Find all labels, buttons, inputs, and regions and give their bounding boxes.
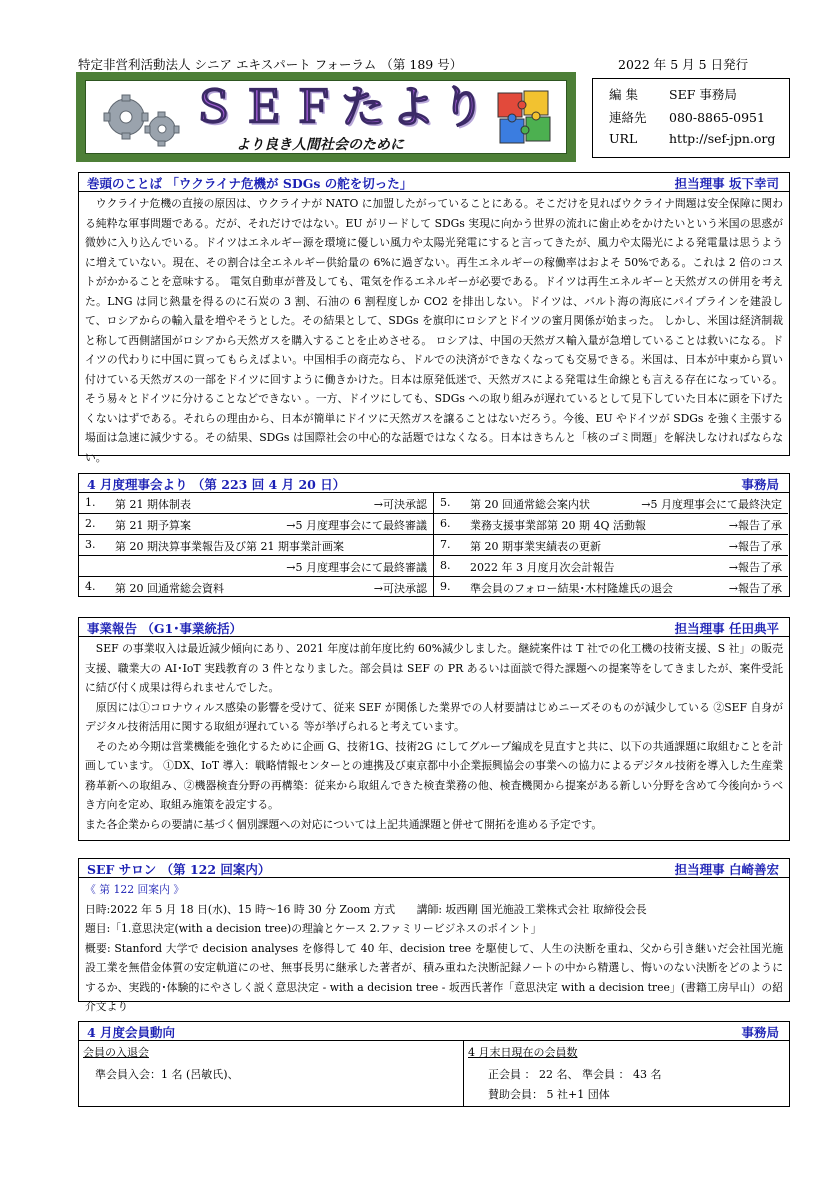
- table-row: [79, 577, 433, 597]
- item-title: 業務支援事業部第 20 期 4Q 活動報: [470, 519, 646, 532]
- section-body: [79, 192, 789, 467]
- member-count-heading: 4 月末日現在の会員数: [468, 1046, 578, 1059]
- body-paragraph: SEF の事業収入は最近減少傾向にあり、2021 年度は前年度比約 60%減少しました。継続案件は T 社での化工機の技術支援、S 社」の販売支援、職業大の AI･IoT 実践教育の 3 件となりました。部会員は SEF の PR あるいは面談で得た課題への提案等をしてきましたが、案件受託に結び付く成果は得られませんでした。: [85, 642, 783, 694]
- member-join-leave: [79, 1041, 464, 1106]
- section-header: [79, 474, 789, 493]
- item-number: 8.: [440, 559, 451, 572]
- supporting-member-line: 賛助会員： 5 社+1 団体: [488, 1088, 610, 1101]
- puzzle-icon: [494, 87, 554, 149]
- contact-value: 080-8865-0951: [669, 110, 765, 125]
- newsletter-subtitle: より良き人間社会のために: [236, 137, 404, 153]
- body-paragraph: また各企業からの要請に基づく個別課題への対応については上記共通課題と併せて開拓を進める予定です。: [85, 817, 603, 831]
- organization-line: 特定非営利活動法人 シニア エキスパート フォーラム （第 189 号）: [78, 57, 463, 72]
- table-row: [434, 514, 788, 535]
- section-title: 巻頭のことば 「ウクライナ危機が SDGs の舵を切った」: [87, 176, 413, 191]
- table-row: [434, 535, 788, 556]
- contact-key: 連絡先: [609, 110, 647, 125]
- member-table: [79, 1041, 789, 1106]
- section-header: [79, 1022, 789, 1041]
- table-row: [79, 556, 433, 577]
- table-row: [79, 493, 433, 514]
- item-number: 5.: [440, 496, 451, 509]
- member-join-line: 準会員入会：1 名 (呂敏氏)、: [95, 1068, 239, 1081]
- item-result: →5 月度理事会にて最終審議: [286, 561, 427, 574]
- url-link[interactable]: http://sef-jpn.org: [669, 131, 776, 146]
- member-count-line: 正会員 ： 22 名、 準会員 ： 43 名: [488, 1068, 662, 1081]
- item-result: →可決承認: [373, 498, 427, 511]
- editor-info-box: [592, 78, 790, 158]
- item-result: →可決承認: [373, 582, 427, 595]
- section-header: [79, 618, 789, 637]
- item-title: 第 20 期決算事業報告及び第 21 期事業計画案: [115, 540, 344, 553]
- item-number: 2.: [85, 517, 96, 530]
- board-right-column: [434, 493, 788, 597]
- body-paragraph: ウクライナ危機の直接の原因は、ウクライナが NATO に加盟したがっていることにある。そこだけを見ればウクライナ問題は安全保障に関わる純粋な軍事問題である。だが、それだけではない。EU がリードして SDGs 実現に向かう世界の流れに歯止めをかけたいという米国の思惑が微妙に入り込んでいる。ドイツはエネルギー源を環境に優しい風力や太陽光発電にすると言ってきたが、風力や太陽光による発電量は思うように増えていない。現在、その割合は全エネルギー供給量の 6%に過ぎない。再生エネルギーの稼働率はおよそ 50%である。これは 2 倍のコストがかかることを意味する。 電気自動車が普及しても、電気を作るエネルギーが必要である。ドイツは再生エネルギーと天然ガスの併用を考えた。LNG は同じ熱量を得るのに石炭の 3 割、石油の 6 割程度しか CO2 を排出しない。ドイツは、バルト海の海底にパイプラインを建設して、ロシアからの輸入量を増やそうとした。その結果として、SDGs を旗印にロシアとドイツの蜜月関係が始まった。 しかし、米国は経済制裁と称して西側諸国がロシアから天然ガスを購入することを止めさせる。 ロシアは、中国の天然ガス輸入量が急増していることは救いになる。ドイツの代わりに中国に買ってもらえばよい。中国相手の商売なら、ドルでの決済ができなくなっても交易できる。米国は、日本が中東から買い付けている天然ガスの一部をドイツに回すように働きかけた。日本は原発低迷で、天然ガスによる発電は生命線とも言える存在になっている。そう易々とドイツに分けることなどできない 。一方、ドイツにしても、SDGs への取り組みが遅れているとして見下していた日本に頭を下げたくないはずである。それらの理由から、日本が簡単にドイツに天然ガスを譲ることはないだろう。今後、EU やドイツが SDGs を強く主張する場面は急速に減少する。その結果、SDGs は国際社会の中心的な話題ではなくなる。日本はきちんと「核のゴミ問題」を解決しなければならない。: [85, 197, 783, 464]
- masthead-inner: [85, 80, 567, 154]
- section-header: [79, 173, 789, 192]
- editor-key: 編 集: [609, 87, 638, 102]
- body-paragraph: そのため今期は営業機能を強化するために企画 G、技術1G、技術2G にしてグループ編成を見直すと共に、以下の共通課題に取組むことを計画しています。 ①DX、IoT 導入：戦略情報センターとの連携及び東京都中小企業振興協会の事業への協力によるデジタル技術を導入した生産業務革新への取組み、②機器検査分野の再構築：従来から取組んできた検査業務の他、検査機関から提案がある新しい分野を含めて今後向かうべき方向を定め、取組み施策を設定する。: [85, 739, 783, 811]
- item-title: 第 20 期事業実績表の更新: [470, 540, 601, 553]
- item-title: 第 20 回通常総会案内状: [470, 498, 590, 511]
- section-title: 4 月度理事会より （第 223 回 4 月 20 日）: [87, 477, 346, 492]
- section-author: 担当理事 任田典平: [674, 621, 779, 636]
- table-row: [79, 535, 433, 556]
- section-title: SEF サロン （第 122 回案内）: [87, 862, 271, 877]
- member-count: [464, 1041, 789, 1106]
- board-left-column: [79, 493, 434, 597]
- newsletter-title: ＳＥＦたより: [191, 82, 491, 133]
- section-body: [79, 878, 789, 1017]
- editor-value: SEF 事務局: [669, 87, 737, 102]
- section-title: 4 月度会員動向: [87, 1025, 176, 1040]
- item-number: 4.: [85, 580, 96, 593]
- board-section: [78, 473, 790, 597]
- contact-row: [609, 108, 765, 126]
- issue-date: 2022 年 5 月 5 日発行: [618, 57, 749, 72]
- item-title: 第 21 期予算案: [115, 519, 191, 532]
- item-title: 第 20 回通常総会資料: [115, 582, 224, 595]
- salon-section: [78, 858, 790, 1013]
- item-number: 1.: [85, 496, 96, 509]
- item-result: →報告了承: [728, 561, 782, 574]
- item-title: 第 21 期体制表: [115, 498, 191, 511]
- gears-icon: [92, 91, 192, 151]
- section-author: 担当理事 白崎善宏: [674, 862, 779, 877]
- item-title: 2022 年 3 月度月次会計報告: [470, 561, 615, 574]
- salon-summary-line: 概要: Stanford 大学で decision analyses を修得して 40 年、decision tree を駆使して、人生の決断を重ね、父から引き継いだ会社国光施設工業を無借金体質の安定軌道にのせ、無事長男に継承した著者が、積み重ねた決断記録ノートの中から精選し、悔いのない決断をどのようにするか、実践的･体験的にやさしく説く意思決定 - with a decision tree - 坂西氏著作「意思決定 with a decision tree」(書籍工房早山）の紹介文より: [85, 941, 783, 1013]
- member-join-heading: 会員の入退会: [83, 1046, 149, 1059]
- opening-section: [78, 172, 790, 464]
- item-number: 9.: [440, 580, 451, 593]
- section-author: 担当理事 坂下幸司: [674, 176, 779, 191]
- item-number: 3.: [85, 538, 96, 551]
- item-result: →報告了承: [728, 519, 782, 532]
- section-header: [79, 859, 789, 878]
- item-result: →5 月度理事会にて最終決定: [641, 498, 782, 511]
- body-paragraph: 原因には①コロナウィルス感染の影響を受けて、従来 SEF が関係した業界での人材要請はじめニーズそのものが減少している ②SEF 自身がデジタル技術活用に関する取組が遅れている 等が挙げられると考えています。: [85, 700, 783, 733]
- salon-topic-line: 題目:「1.意思決定(with a decision tree)の理論とケース 2.ファミリービジネスのポイント」: [85, 922, 542, 935]
- section-owner: 事務局: [741, 477, 779, 492]
- business-report-section: [78, 617, 790, 841]
- item-number: 6.: [440, 517, 451, 530]
- table-row: [79, 514, 433, 535]
- item-result: →報告了承: [728, 540, 782, 553]
- table-row: [434, 556, 788, 577]
- table-row: [434, 577, 788, 597]
- salon-heading: 《 第 122 回案内 》: [85, 883, 185, 896]
- masthead: [76, 72, 576, 162]
- item-result: →5 月度理事会にて最終審議: [286, 519, 427, 532]
- item-number: 7.: [440, 538, 451, 551]
- section-body: [79, 637, 789, 834]
- salon-date-line: 日時:2022 年 5 月 18 日(水)、15 時～16 時 30 分 Zoom 方式 講師: 坂西剛 国光施設工業株式会社 取締役会長: [85, 902, 647, 916]
- editor-row: [609, 85, 737, 103]
- section-owner: 事務局: [741, 1025, 779, 1040]
- section-title: 事業報告 （G1･事業統括）: [87, 621, 242, 636]
- item-title: 準会員のフォロー結果･木村隆雄氏の退会: [470, 582, 673, 595]
- url-key: URL: [609, 131, 638, 146]
- member-section: [78, 1021, 790, 1107]
- item-result: →報告了承: [728, 582, 782, 595]
- url-row: [609, 131, 775, 146]
- table-row: [434, 493, 788, 514]
